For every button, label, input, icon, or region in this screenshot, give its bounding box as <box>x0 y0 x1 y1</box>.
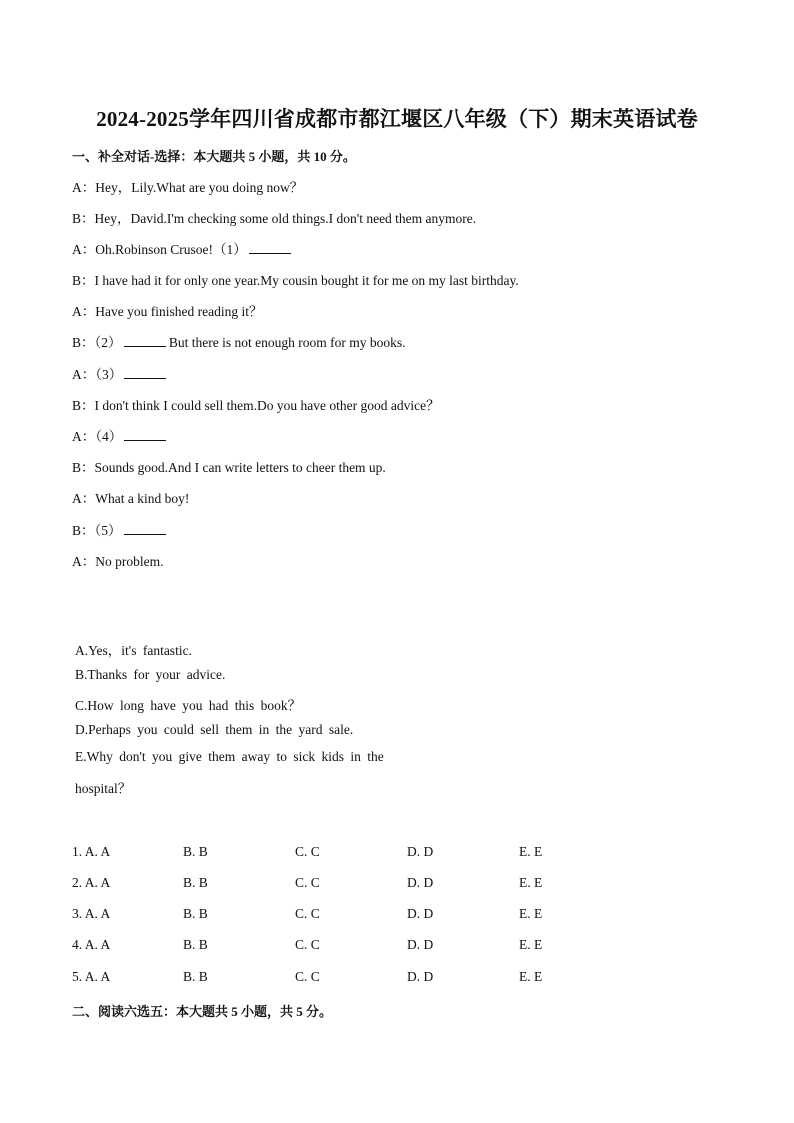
dialogue-line <box>72 331 406 351</box>
dialogue-line <box>72 487 189 507</box>
option-item: D.Perhaps you could sell them in the yard sale. <box>75 722 354 737</box>
answer-blank <box>249 241 291 254</box>
answer-blank <box>124 522 166 535</box>
answer-choice-e: E. E <box>519 937 543 952</box>
answer-choice-c: C. C <box>295 937 320 952</box>
dialogue-line <box>72 456 386 476</box>
section-heading-1: 一、补全对话-选择：本大题共 5 小题，共 10 分。 <box>72 149 356 164</box>
page-title: 2024-2025学年四川省成都市都江堰区八年级（下）期末英语试卷 <box>96 107 698 131</box>
dialogue-line <box>72 207 476 227</box>
answer-blank <box>124 334 166 347</box>
answer-choice-e: E. E <box>519 969 543 984</box>
answer-choice-c: C. C <box>295 906 320 921</box>
answer-choice-d: D. D <box>407 906 434 921</box>
dialogue-text: B：（2） <box>72 335 122 350</box>
answer-choice-b: B. B <box>183 875 208 890</box>
dialogue-line <box>72 519 166 539</box>
dialogue-line <box>72 425 166 445</box>
answer-choice-c: C. C <box>295 875 320 890</box>
answer-choice-d: D. D <box>407 875 434 890</box>
dialogue-text: A：（4） <box>72 429 123 444</box>
option-item: hospital？ <box>75 781 132 796</box>
answer-choice-num: 3. A. A <box>72 906 111 921</box>
dialogue-text-after: But there is not enough room for my books. <box>165 335 406 350</box>
dialogue-line <box>72 269 519 289</box>
dialogue-text: A：Hey，Lily.What are you doing now？ <box>72 180 304 195</box>
answer-choice-b: B. B <box>183 969 208 984</box>
option-item: C.How long have you had this book？ <box>75 698 302 713</box>
dialogue-text: A：Oh.Robinson Crusoe!（1） <box>72 242 247 257</box>
option-item: E.Why don't you give them away to sick kids in the <box>75 749 384 764</box>
dialogue-text: A：No problem. <box>72 554 164 569</box>
dialogue-text: B：I have had it for only one year.My cousin bought it for me on my last birthday. <box>72 273 519 288</box>
dialogue-line <box>72 238 291 258</box>
answer-choice-num: 5. A. A <box>72 969 111 984</box>
answer-choice-num: 2. A. A <box>72 875 111 890</box>
dialogue-text: B：Sounds good.And I can write letters to cheer them up. <box>72 460 386 475</box>
dialogue-line <box>72 300 262 320</box>
dialogue-text: B：Hey，David.I'm checking some old things.I don't need them anymore. <box>72 211 477 226</box>
answer-choice-b: B. B <box>183 937 208 952</box>
dialogue-line <box>72 394 440 414</box>
dialogue-text: A：（3） <box>72 367 123 382</box>
answer-choice-b: B. B <box>183 844 208 859</box>
answer-choice-b: B. B <box>183 906 208 921</box>
dialogue-text: A：Have you finished reading it？ <box>72 304 263 319</box>
dialogue-line <box>72 363 166 383</box>
option-item: A.Yes，it's fantastic. <box>75 643 192 658</box>
answer-blank <box>124 428 166 441</box>
answer-choice-e: E. E <box>519 844 543 859</box>
answer-choice-e: E. E <box>519 906 543 921</box>
answer-blank <box>124 366 166 379</box>
dialogue-line <box>72 176 303 196</box>
answer-choice-c: C. C <box>295 969 320 984</box>
dialogue-text: A：What a kind boy! <box>72 491 190 506</box>
dialogue-text: B：（5） <box>72 523 122 538</box>
answer-choice-num: 1. A. A <box>72 844 111 859</box>
answer-choice-c: C. C <box>295 844 320 859</box>
option-item: B.Thanks for your advice. <box>75 667 226 682</box>
answer-choice-e: E. E <box>519 875 543 890</box>
dialogue-text: B：I don't think I could sell them.Do you have other good advice？ <box>72 398 440 413</box>
answer-choice-d: D. D <box>407 937 434 952</box>
answer-choice-d: D. D <box>407 844 434 859</box>
section-heading-2: 二、阅读六选五：本大题共 5 小题，共 5 分。 <box>72 1004 333 1019</box>
answer-choice-d: D. D <box>407 969 434 984</box>
answer-choice-num: 4. A. A <box>72 937 111 952</box>
dialogue-line <box>72 550 164 570</box>
